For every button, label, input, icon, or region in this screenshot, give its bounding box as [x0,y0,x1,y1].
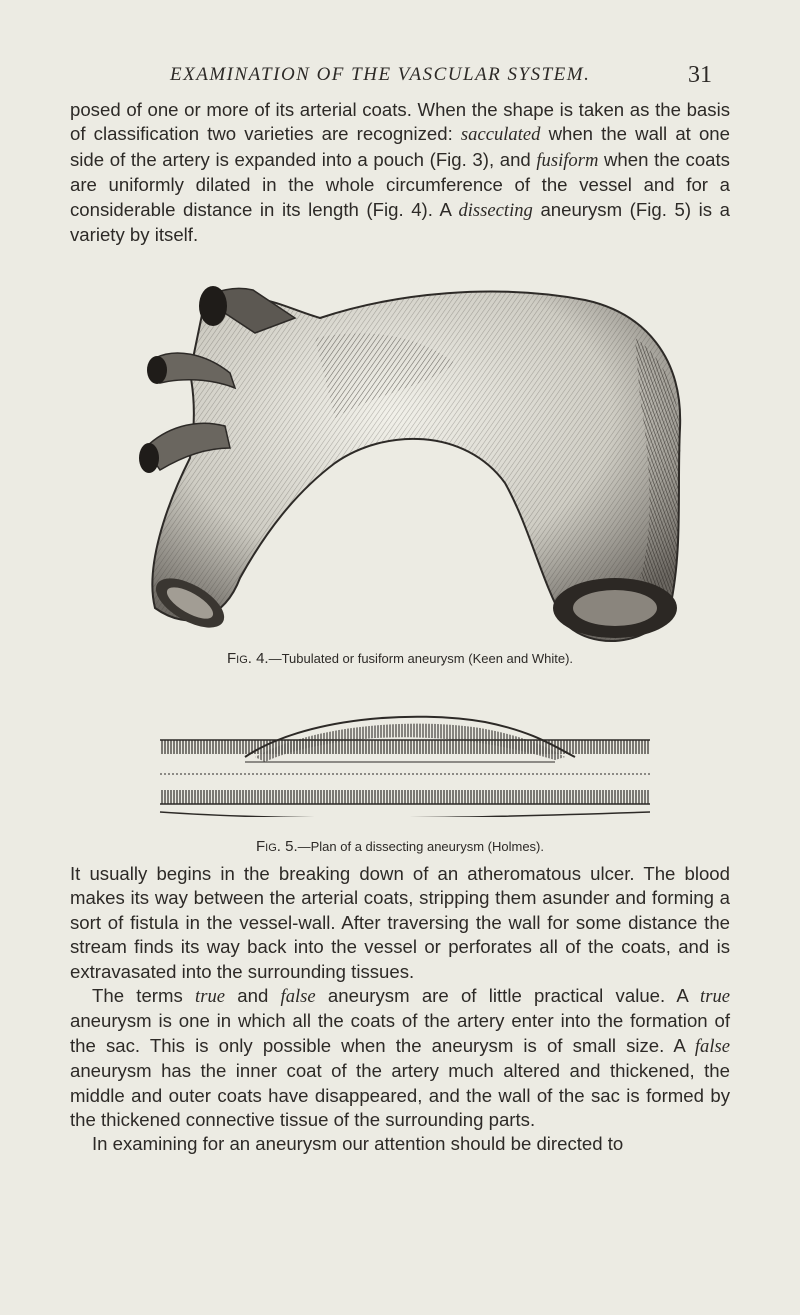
fusiform-aneurysm-illustration [135,278,695,648]
text-run: and [225,985,281,1007]
dissecting-aneurysm-plan [155,712,655,817]
figure-5-caption-text: —Plan of a dissecting aneurysm (Holmes). [297,839,544,854]
term-true: true [195,986,225,1008]
text-run: posed of one or more of its arterial coats. When the shape is taken as the basis of classification two varieties are recognized: [70,99,730,145]
paragraph: It usually begins in the breaking down of an atheromatous ulcer. The blood makes its way between the arterial coats, stripping them asunder and forming a sort of fistula in the vessel-wall. After traversing the wall for some distance the stream finds its way back into the vessel or perforates all of the coats, and is extravasated into the surrounding tissues. [70,863,730,982]
figure-4-caption-text: —Tubulated or fusiform aneurysm (Keen and White). [268,651,574,666]
figure-4-label: Fig. 4. [226,650,269,667]
term-sacculated: sacculated [460,124,541,146]
text-run: when the coats are uniformly dilated in the whole circumference of the vessel and for a considerable distance in its length (Fig. 4). A [70,148,730,220]
figure-4-caption [0,650,800,667]
paragraph: In examining for an aneurysm our attention should be directed to [92,1133,624,1155]
text-run: The terms [92,985,196,1007]
intro-paragraph [70,98,730,247]
term-dissecting: dissecting [458,199,533,221]
term-true: true [700,986,730,1008]
running-title: EXAMINATION OF THE VASCULAR SYSTEM. [170,64,591,85]
text-run: aneurysm is one in which all the coats of the artery enter into the formation of the sac. This is only possible when the aneurysm is of small size. A [70,1010,730,1056]
paragraph [70,98,730,247]
term-fusiform: fusiform [536,149,599,171]
term-false: false [280,986,316,1008]
paragraph [70,984,730,1132]
term-false: false [694,1035,730,1057]
text-run: when the wall at one side of the artery is expanded into a pouch (Fig. 3), and [70,123,730,170]
page-number: 31 [688,62,712,88]
figure-5-caption [0,838,800,855]
text-run: aneurysm has the inner coat of the artery much altered and thickened, the middle and outer coats have disappeared, and the wall of the sac is formed by the thickened connective tissue of the surrounding parts. [70,1060,730,1131]
body-text [70,862,730,1157]
figure-5-label: Fig. 5. [256,838,298,855]
figure-4 [0,278,800,668]
figure-5 [0,712,800,858]
text-run: aneurysm are of little practical value. A [315,985,701,1007]
text-run: aneurysm (Fig. 5) is a variety by itself. [70,198,730,246]
running-head [0,64,800,94]
